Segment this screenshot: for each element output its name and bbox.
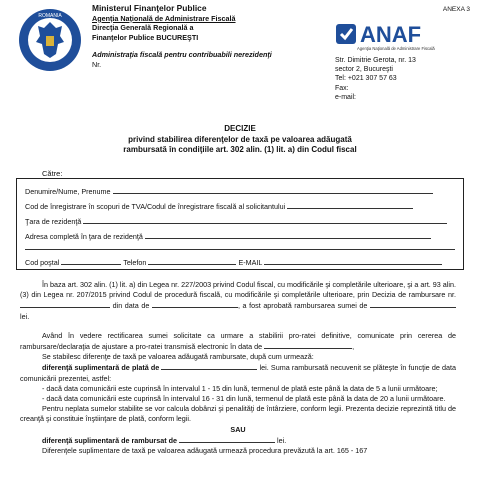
bullet-1: - dacă data comunicării este cuprinsă în intervalul 1 - 15 din lună, termenul de plată este până la data de 5 a lunii următoare; [42,383,438,393]
nr-label: Nr. [92,59,102,69]
plata-amount-field[interactable] [161,362,257,370]
directorate-name-2: Finanţelor Publice BUCUREŞTI [92,32,199,42]
sau-label: SAU [230,424,246,434]
svg-text:ROMANIA: ROMANIA [38,13,62,19]
document-body [20,280,456,456]
address-label: Adresa completă în ţara de rezidenţă [25,232,143,241]
paragraph-refund [20,435,456,446]
paragraph-procedure: Diferenţele suplimentare de taxă pe valoarea adăugată urmează procedura prevăzută la art. 165 - 167 [42,446,368,456]
phone-line: Tel: +021 307 57 63 [335,75,397,83]
paragraph-legal-basis [20,280,456,322]
name-row [25,186,433,196]
address-row [25,231,431,241]
ministry-name: Ministerul Finanţelor Publice [92,3,207,13]
address-row-2 [25,242,455,252]
p1c-text: , a fost aprobată rambursarea sumei de [237,301,368,311]
country-field[interactable] [83,216,447,224]
submission-date-field[interactable] [264,341,352,349]
plata-label: diferenţă suplimentară de plată de [42,363,160,373]
address-field-2[interactable] [25,242,455,250]
address-field[interactable] [145,231,431,239]
fax-line: Fax: [335,84,349,92]
romania-seal-logo [18,8,82,72]
title-line-2: privind stabilirea diferenţelor de taxă pe valoarea adăugată [128,134,352,144]
address-line: sector 2, Bucureşti [335,66,393,74]
lei-text: lei. [20,311,30,321]
recipient-box [16,178,464,270]
directorate-name: Direcţia Generală Regională a [92,23,194,33]
ramb-amount-field[interactable] [179,435,275,443]
anaf-logo-text: ANAF [360,22,422,47]
amount-field[interactable] [370,300,456,308]
decision-number-field[interactable] [20,300,110,308]
paragraph-rectification: Având în vedere rectificarea sumei solicitate ca urmare a stabilirii pro-ratei definitive, comunicate prin cererea de rambursare/declaraţia de ajustare a pro-ratei transmisă electronic în data de , [20,330,456,352]
admin-name: Administraţia fiscală pentru contribuabili nerezidenţi [92,50,272,60]
address-block [335,56,416,102]
contact-row [25,257,442,267]
email-line: e-mail: [335,93,357,101]
paragraph-differences: Se stabilesc diferenţe de taxă pe valoarea adăugată rambursate, după cum urmează: [42,352,314,362]
name-field[interactable] [113,186,433,194]
country-label: Ţara de rezidenţă [25,217,82,226]
name-label: Denumire/Nume, Prenume [25,187,111,196]
ramb-label: diferenţă suplimentară de rambursat de [42,435,178,445]
p3-text: Având în vedere rectificarea sumei solicitate ca urmare a stabilirii pro-ratei definitive, comunicate prin cererea de rambursare/declaraţia de ajustare a pro-ratei transmisă electronic în data de [20,330,456,352]
phone-label: Telefon [123,258,147,267]
title-decizie: DECIZIE [224,124,256,133]
bullet-2: - dacă data comunicării este cuprinsă în intervalul 16 - 31 din lună, termenul de plată este până la data de 20 a lunii următoare. [42,394,446,404]
header-institution [92,4,272,70]
anaf-subtitle: Agenţia Naţională de Administrare Fiscală [357,46,435,51]
email-label: E-MAIL [238,258,263,267]
p1b-text: din data de [112,301,150,311]
country-row [25,216,447,226]
code-row [25,201,413,211]
agency-name: Agenţia Naţională de Administrare Fiscală [92,13,236,23]
email-field[interactable] [264,257,442,265]
anexa-label: ANEXA 3 [442,6,470,13]
address-line: Str. Dimitrie Gerota, nr. 13 [335,57,416,64]
code-label: Cod de înregistrare în scopuri de TVA/Codul de înregistrare fiscală al solicitantului [25,202,286,211]
p1-text: În baza art. 302 alin. (1) lit. a) din Legea nr. 227/2003 privind Codul fiscal, cu modificările şi completările ulterioare, şi a art. 93 alin. (3) din Legea nr. 207/2015 privind Codul de procedură fiscală, cu modificările şi completările ulterioare, prin Decizia de rambursare nr. [20,280,456,300]
title-line-3: rambursată în condiţiile art. 302 alin. (1) lit. a) din Codul fiscal [123,145,357,154]
plata-rest-text: lei. Suma rambursată necuvenit se plăteşte în funcţie de data comunicării prezentei, astfel: [20,363,456,383]
paragraph-penalties: Pentru neplata sumelor stabilite se vor calcula dobânzi şi penalităţi de întârziere, conform legii. Prezenta decizie reprezintă titlu de creanţă şi constituie înştiinţare de plată, conform legii. [20,404,456,424]
catre-label: Către: [42,169,63,178]
phone-field[interactable] [148,257,236,265]
ramb-rest-text: lei. [277,435,287,445]
document-title [0,124,480,156]
postal-field[interactable] [61,257,121,265]
decision-date-field[interactable] [152,300,238,308]
postal-label: Cod poştal [25,258,60,267]
paragraph-payment [20,362,456,383]
code-field[interactable] [287,201,413,209]
